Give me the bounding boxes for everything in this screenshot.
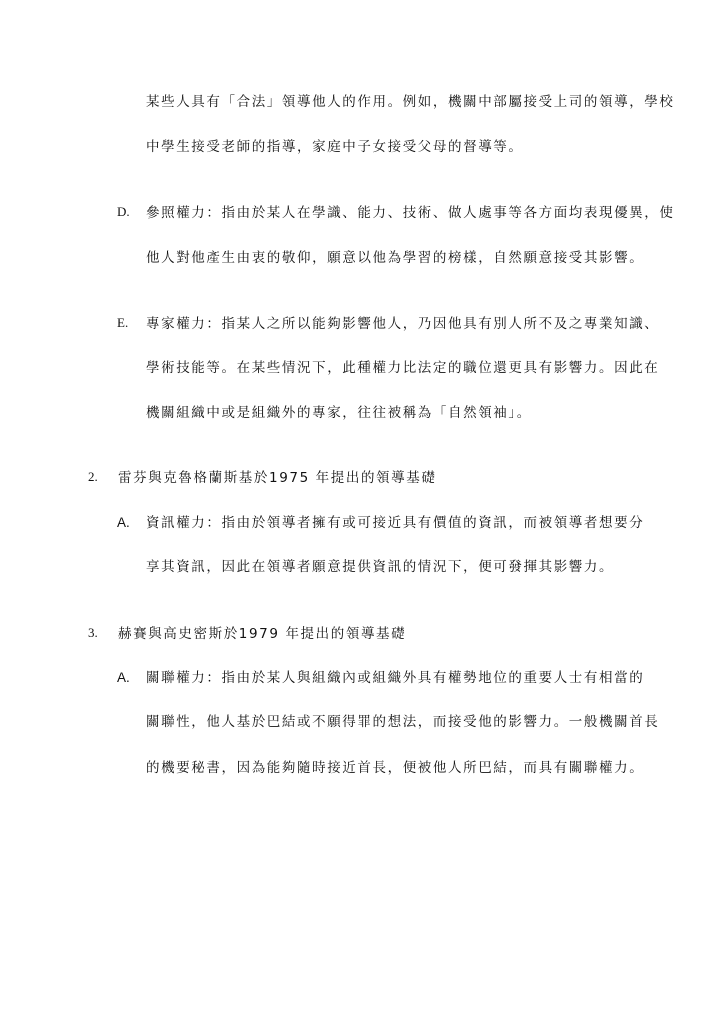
section-3-heading: 赫賽與高史密斯於1979 年提出的領導基礎 (118, 626, 407, 642)
item-d-line-2: 他人對他產生由衷的敬仰，願意以他為學習的榜樣，自然願意接受其影響。 (146, 250, 645, 266)
item-e-marker: E. (117, 315, 129, 330)
section-2-item-a-line-2: 享其資訊，因此在領導者願意提供資訊的情況下，便可發揮其影響力。 (146, 559, 615, 575)
section-3-item-a-line-1: 關聯權力：指由於某人與組織內或組織外具有權勢地位的重要人士有相當的 (146, 670, 645, 686)
section-2-number: 2. (88, 469, 98, 484)
intro-line-2: 中學生接受老師的指導，家庭中子女接受父母的督導等。 (146, 139, 524, 155)
intro-line-1: 某些人具有「合法」領導他人的作用。例如，機關中部屬接受上司的領導，學校 (146, 94, 675, 110)
section-3-item-a-line-3: 的機要秘書，因為能夠隨時接近首長，便被他人所巴結，而具有關聯權力。 (146, 760, 645, 776)
section-2-item-a-marker: A. (117, 515, 130, 530)
section-2-item-a-line-1: 資訊權力：指由於領導者擁有或可接近具有價值的資訊，而被領導者想要分 (146, 515, 645, 531)
section-3-item-a-line-2: 關聯性，他人基於巴結或不願得罪的想法，而接受他的影響力。一般機關首長 (146, 714, 660, 730)
item-d-line-1: 參照權力：指由於某人在學識、能力、技術、做人處事等各方面均表現優異，使 (146, 205, 675, 221)
item-d-marker: D. (117, 204, 130, 219)
item-e-line-3: 機關組織中或是組織外的專家，往往被稱為「自然領袖」。 (146, 405, 532, 421)
item-e-line-2: 學術技能等。在某些情況下，此種權力比法定的職位還更具有影響力。因此在 (146, 360, 660, 376)
item-e-line-1: 專家權力：指某人之所以能夠影響他人，乃因他具有別人所不及之專業知識、 (146, 316, 660, 332)
section-2-heading: 雷芬與克魯格蘭斯基於1975 年提出的領導基礎 (118, 470, 437, 486)
section-3-number: 3. (88, 625, 98, 640)
section-3-item-a-marker: A. (117, 670, 130, 685)
